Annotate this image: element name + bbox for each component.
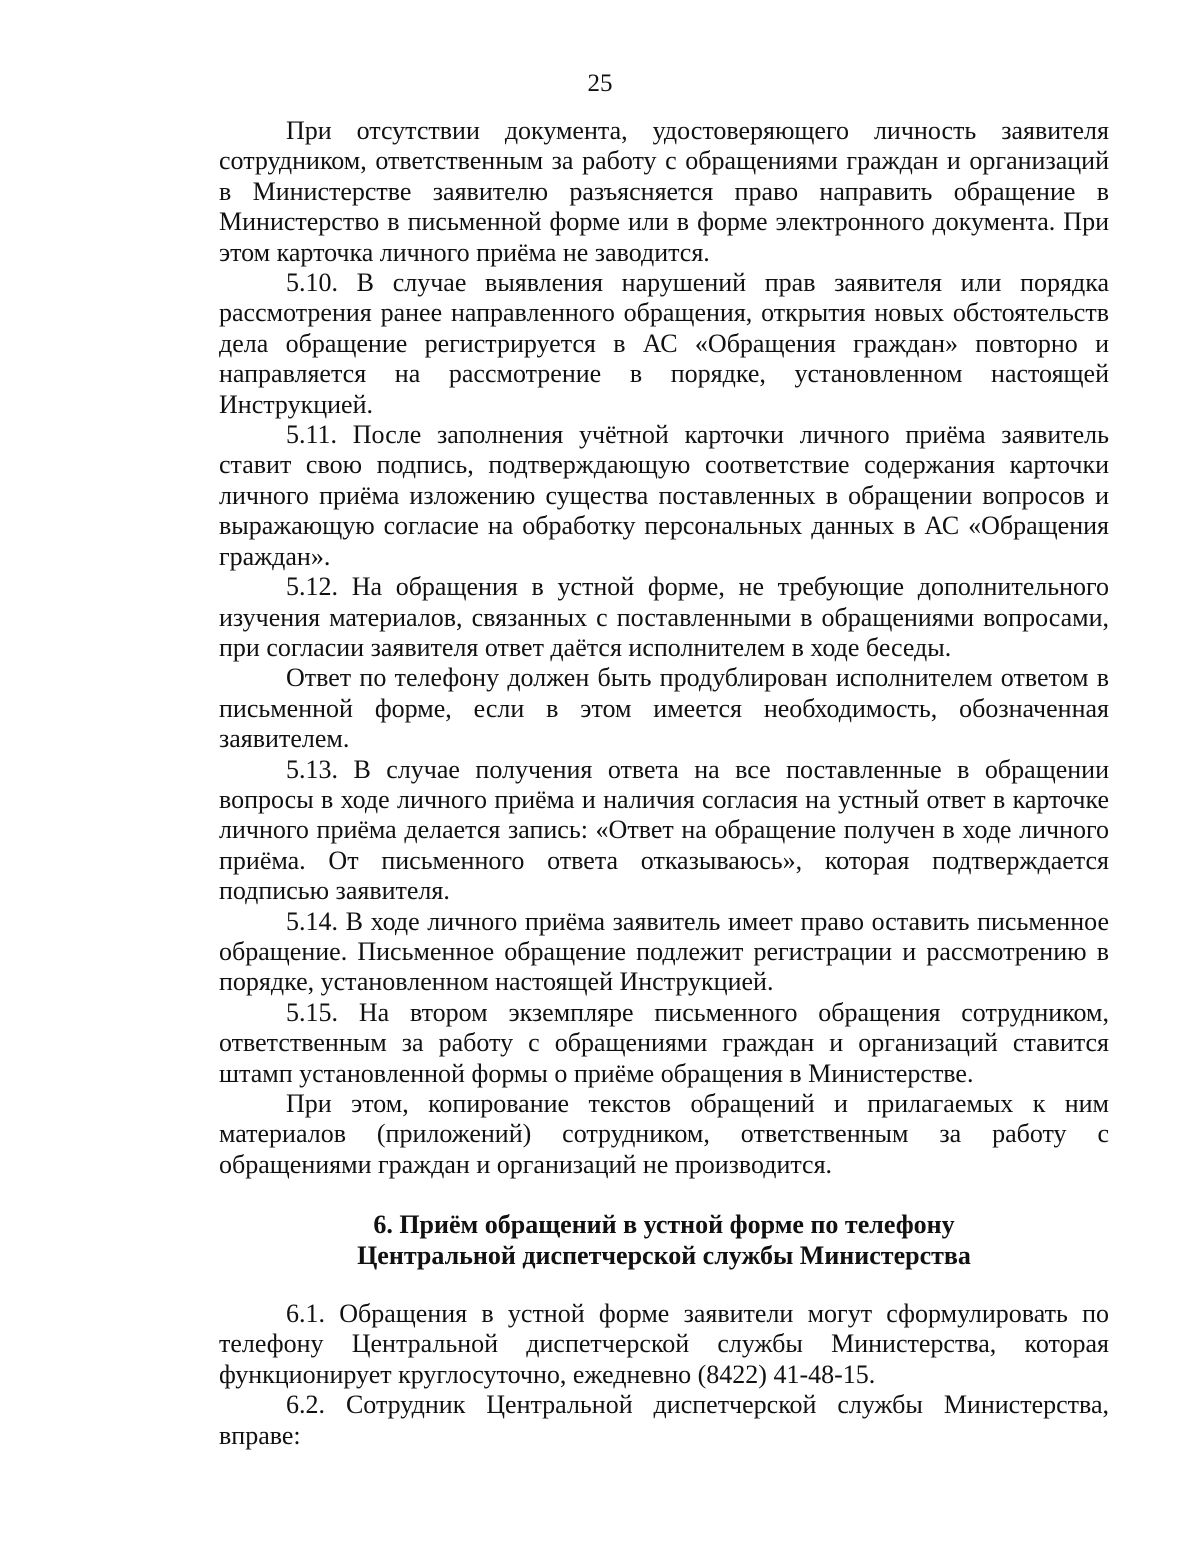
- paragraph-5-10: 5.10. В случае выявления нарушений прав заявителя или порядка рассмотрения ранее направленного обращения, открытия новых обстоятельств дела обращение регистрируется в АС «Обращения граждан» повторно и направляется на рассмотрение в порядке, установленном настоящей Инструкцией.: [219, 268, 1109, 419]
- paragraph-6-1: 6.1. Обращения в устной форме заявители могут сформулировать по телефону Центральной диспетчерской службы Министерства, которая функционирует круглосуточно, ежедневно (8422) 41-48-15.: [219, 1299, 1109, 1389]
- paragraph-5-12: 5.12. На обращения в устной форме, не требующие дополнительного изучения материалов, связанных с поставленными в обращениями вопросами, при согласии заявителя ответ даётся исполнителем в ходе беседы.: [219, 572, 1109, 662]
- section-heading: [219, 1210, 1109, 1271]
- paragraph-5-11: 5.11. После заполнения учётной карточки личного приёма заявитель ставит свою подпись, подтверждающую соответствие содержания карточки личного приёма изложению существа поставленных в обращении вопросов и выражающую согласие на обработку персональных данных в АС «Обращения граждан».: [219, 420, 1109, 571]
- page-number: 25: [587, 70, 613, 97]
- paragraph-5-14: 5.14. В ходе личного приёма заявитель имеет право оставить письменное обращение. Письменное обращение подлежит регистрации и рассмотрению в порядке, установленном настоящей Инструкцией.: [219, 906, 1109, 997]
- paragraph-6-2: 6.2. Сотрудник Центральной диспетчерской службы Министерства, вправе:: [219, 1390, 1109, 1450]
- document-body: [219, 116, 1109, 1451]
- section-heading-line-1: 6. Приём обращений в устной форме по телефону: [373, 1210, 955, 1240]
- section-heading-line-2: Центральной диспетчерской службы Министерства: [357, 1240, 971, 1270]
- heading-spacer: [219, 1271, 1109, 1299]
- paragraph-5-15: 5.15. На втором экземпляре письменного обращения сотрудником, ответственным за работу с обращениями граждан и организаций ставится штамп установленной формы о приёме обращения в Министерстве.: [219, 997, 1109, 1088]
- paragraph-no-id-document: При отсутствии документа, удостоверяющего личность заявителя сотрудником, ответственным за работу с обращениями граждан и организаций в Министерстве заявителю разъясняется право направить обращение в Министерство в письменной форме или в форме электронного документа. При этом карточка личного приёма не заводится.: [219, 116, 1109, 267]
- paragraph-phone-answer: Ответ по телефону должен быть продублирован исполнителем ответом в письменной форме, если в этом имеется необходимость, обозначенная заявителем.: [219, 663, 1109, 754]
- paragraph-5-13: 5.13. В случае получения ответа на все поставленные в обращении вопросы в ходе личного приёма и наличия согласия на устный ответ в карточке личного приёма делается запись: «Ответ на обращение получен в ходе личного приёма. От письменного ответа отказываюсь», которая подтверждается подписью заявителя.: [219, 754, 1109, 906]
- paragraph-copying: При этом, копирование текстов обращений и прилагаемых к ним материалов (приложений) сотрудником, ответственным за работу с обращениями граждан и организаций не производится.: [219, 1089, 1109, 1179]
